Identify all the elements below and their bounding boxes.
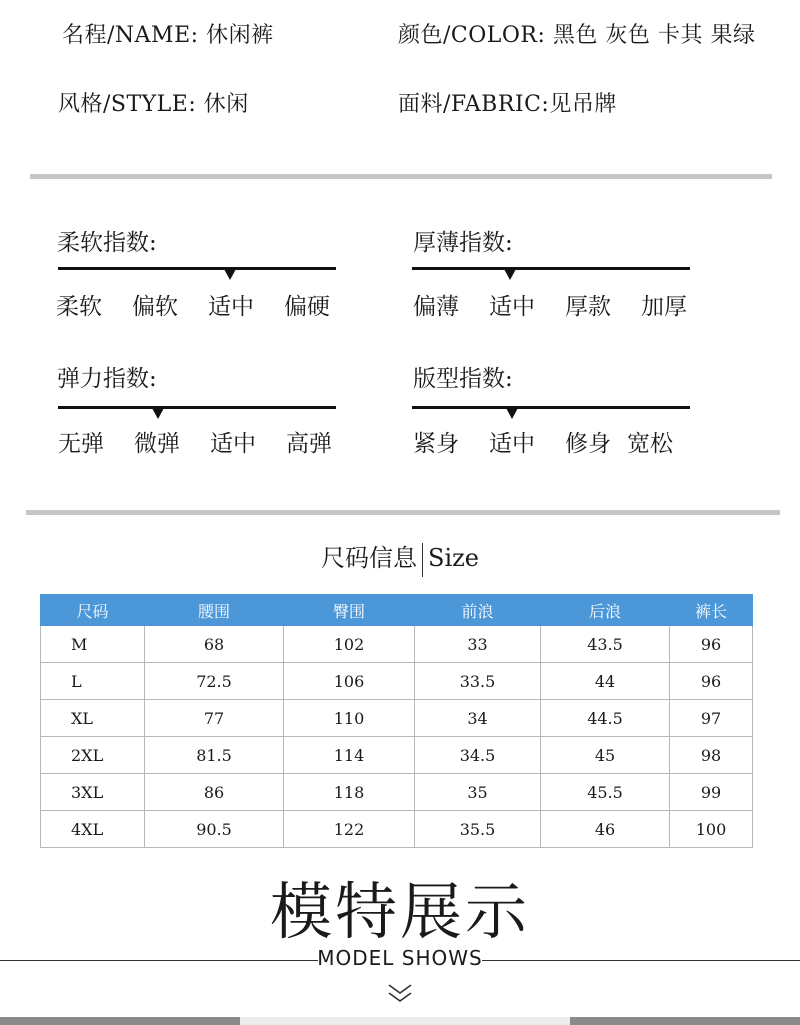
table-cell: 35.5 bbox=[415, 811, 541, 848]
header-cell: 尺码 bbox=[41, 595, 145, 626]
softness-options bbox=[56, 288, 346, 318]
table-cell: 106 bbox=[284, 663, 415, 700]
table-cell: XL bbox=[41, 700, 145, 737]
option: 偏薄 bbox=[413, 294, 459, 320]
table-cell: 2XL bbox=[41, 737, 145, 774]
table-cell: 118 bbox=[284, 774, 415, 811]
option: 修身 bbox=[565, 431, 611, 457]
table-cell: 33 bbox=[415, 626, 541, 663]
option: 微弹 bbox=[134, 431, 180, 457]
table-cell: L bbox=[41, 663, 145, 700]
style-label: 风格/STYLE: bbox=[58, 92, 197, 117]
product-name bbox=[62, 18, 274, 49]
table-cell: 43.5 bbox=[541, 626, 670, 663]
table-cell: 90.5 bbox=[145, 811, 284, 848]
table-row bbox=[41, 737, 753, 774]
double-chevron-down-icon bbox=[386, 982, 414, 1004]
table-cell: 97 bbox=[670, 700, 753, 737]
divider bbox=[30, 174, 772, 179]
model-show-title: 模特展示 bbox=[269, 875, 530, 948]
option: 偏硬 bbox=[284, 294, 330, 320]
table-cell: 44.5 bbox=[541, 700, 670, 737]
table-cell: 102 bbox=[284, 626, 415, 663]
thickness-options bbox=[413, 288, 703, 318]
table-cell: 96 bbox=[670, 626, 753, 663]
table-row bbox=[41, 626, 753, 663]
option: 适中 bbox=[208, 294, 254, 320]
fabric-value: 见吊牌 bbox=[549, 92, 617, 117]
table-cell: 45 bbox=[541, 737, 670, 774]
header-cell: 腰围 bbox=[145, 595, 284, 626]
option: 适中 bbox=[489, 431, 535, 457]
model-show-subtitle: MODEL SHOWS bbox=[317, 946, 483, 970]
option: 柔软 bbox=[56, 294, 102, 320]
header-cell: 后浪 bbox=[541, 595, 670, 626]
option: 适中 bbox=[210, 431, 256, 457]
option: 宽松 bbox=[627, 431, 673, 457]
table-row bbox=[41, 811, 753, 848]
size-table bbox=[40, 594, 753, 848]
table-cell: 33.5 bbox=[415, 663, 541, 700]
table-cell: 86 bbox=[145, 774, 284, 811]
title-divider bbox=[422, 543, 423, 577]
color-value: 果绿 bbox=[710, 23, 756, 48]
color-value: 卡其 bbox=[657, 23, 703, 48]
option: 厚款 bbox=[565, 294, 611, 320]
table-cell: 44 bbox=[541, 663, 670, 700]
divider bbox=[26, 510, 780, 515]
scale-marker bbox=[224, 269, 236, 280]
size-title-en: Size bbox=[428, 544, 479, 572]
elasticity-options bbox=[58, 425, 348, 455]
size-title-cn: 尺码信息 bbox=[321, 544, 418, 572]
name-value: 休闲裤 bbox=[206, 23, 274, 48]
option: 偏软 bbox=[132, 294, 178, 320]
header-cell: 臀围 bbox=[284, 595, 415, 626]
size-info-title bbox=[0, 538, 800, 577]
table-header-row bbox=[41, 595, 753, 626]
color-value: 灰色 bbox=[605, 23, 651, 48]
table-cell: M bbox=[41, 626, 145, 663]
header-cell: 前浪 bbox=[415, 595, 541, 626]
scale-marker bbox=[506, 408, 518, 419]
table-row bbox=[41, 774, 753, 811]
fit-index-title: 版型指数: bbox=[413, 366, 513, 392]
thickness-scale bbox=[412, 267, 690, 270]
option: 无弹 bbox=[58, 431, 104, 457]
table-cell: 34.5 bbox=[415, 737, 541, 774]
option: 加厚 bbox=[641, 294, 687, 320]
elasticity-index-title: 弹力指数: bbox=[57, 366, 157, 392]
product-style bbox=[58, 87, 249, 118]
option: 紧身 bbox=[413, 431, 459, 457]
table-cell: 77 bbox=[145, 700, 284, 737]
option: 高弹 bbox=[286, 431, 332, 457]
name-label: 名程/NAME: bbox=[62, 23, 199, 48]
photo-edge bbox=[0, 1017, 800, 1025]
elasticity-scale bbox=[58, 406, 336, 409]
table-cell: 34 bbox=[415, 700, 541, 737]
table-cell: 98 bbox=[670, 737, 753, 774]
fit-options bbox=[413, 425, 703, 455]
fit-scale bbox=[412, 406, 690, 409]
table-cell: 68 bbox=[145, 626, 284, 663]
photo-edge-highlight bbox=[240, 1017, 570, 1025]
table-cell: 114 bbox=[284, 737, 415, 774]
product-fabric bbox=[398, 87, 617, 118]
scale-marker bbox=[504, 269, 516, 280]
style-value: 休闲 bbox=[203, 92, 249, 117]
scale-marker bbox=[152, 408, 164, 419]
table-row bbox=[41, 663, 753, 700]
table-cell: 100 bbox=[670, 811, 753, 848]
color-value: 黑色 bbox=[552, 23, 598, 48]
table-cell: 45.5 bbox=[541, 774, 670, 811]
option: 适中 bbox=[489, 294, 535, 320]
table-cell: 35 bbox=[415, 774, 541, 811]
table-cell: 110 bbox=[284, 700, 415, 737]
table-cell: 46 bbox=[541, 811, 670, 848]
softness-scale bbox=[58, 267, 336, 270]
product-colors bbox=[398, 18, 755, 49]
softness-index-title: 柔软指数: bbox=[57, 230, 157, 256]
table-row bbox=[41, 700, 753, 737]
table-cell: 3XL bbox=[41, 774, 145, 811]
table-cell: 122 bbox=[284, 811, 415, 848]
table-cell: 81.5 bbox=[145, 737, 284, 774]
header-cell: 裤长 bbox=[670, 595, 753, 626]
table-cell: 4XL bbox=[41, 811, 145, 848]
table-cell: 72.5 bbox=[145, 663, 284, 700]
table-cell: 99 bbox=[670, 774, 753, 811]
fabric-label: 面料/FABRIC: bbox=[398, 92, 550, 117]
thickness-index-title: 厚薄指数: bbox=[413, 230, 513, 256]
table-cell: 96 bbox=[670, 663, 753, 700]
color-label: 颜色/COLOR: bbox=[398, 23, 546, 48]
